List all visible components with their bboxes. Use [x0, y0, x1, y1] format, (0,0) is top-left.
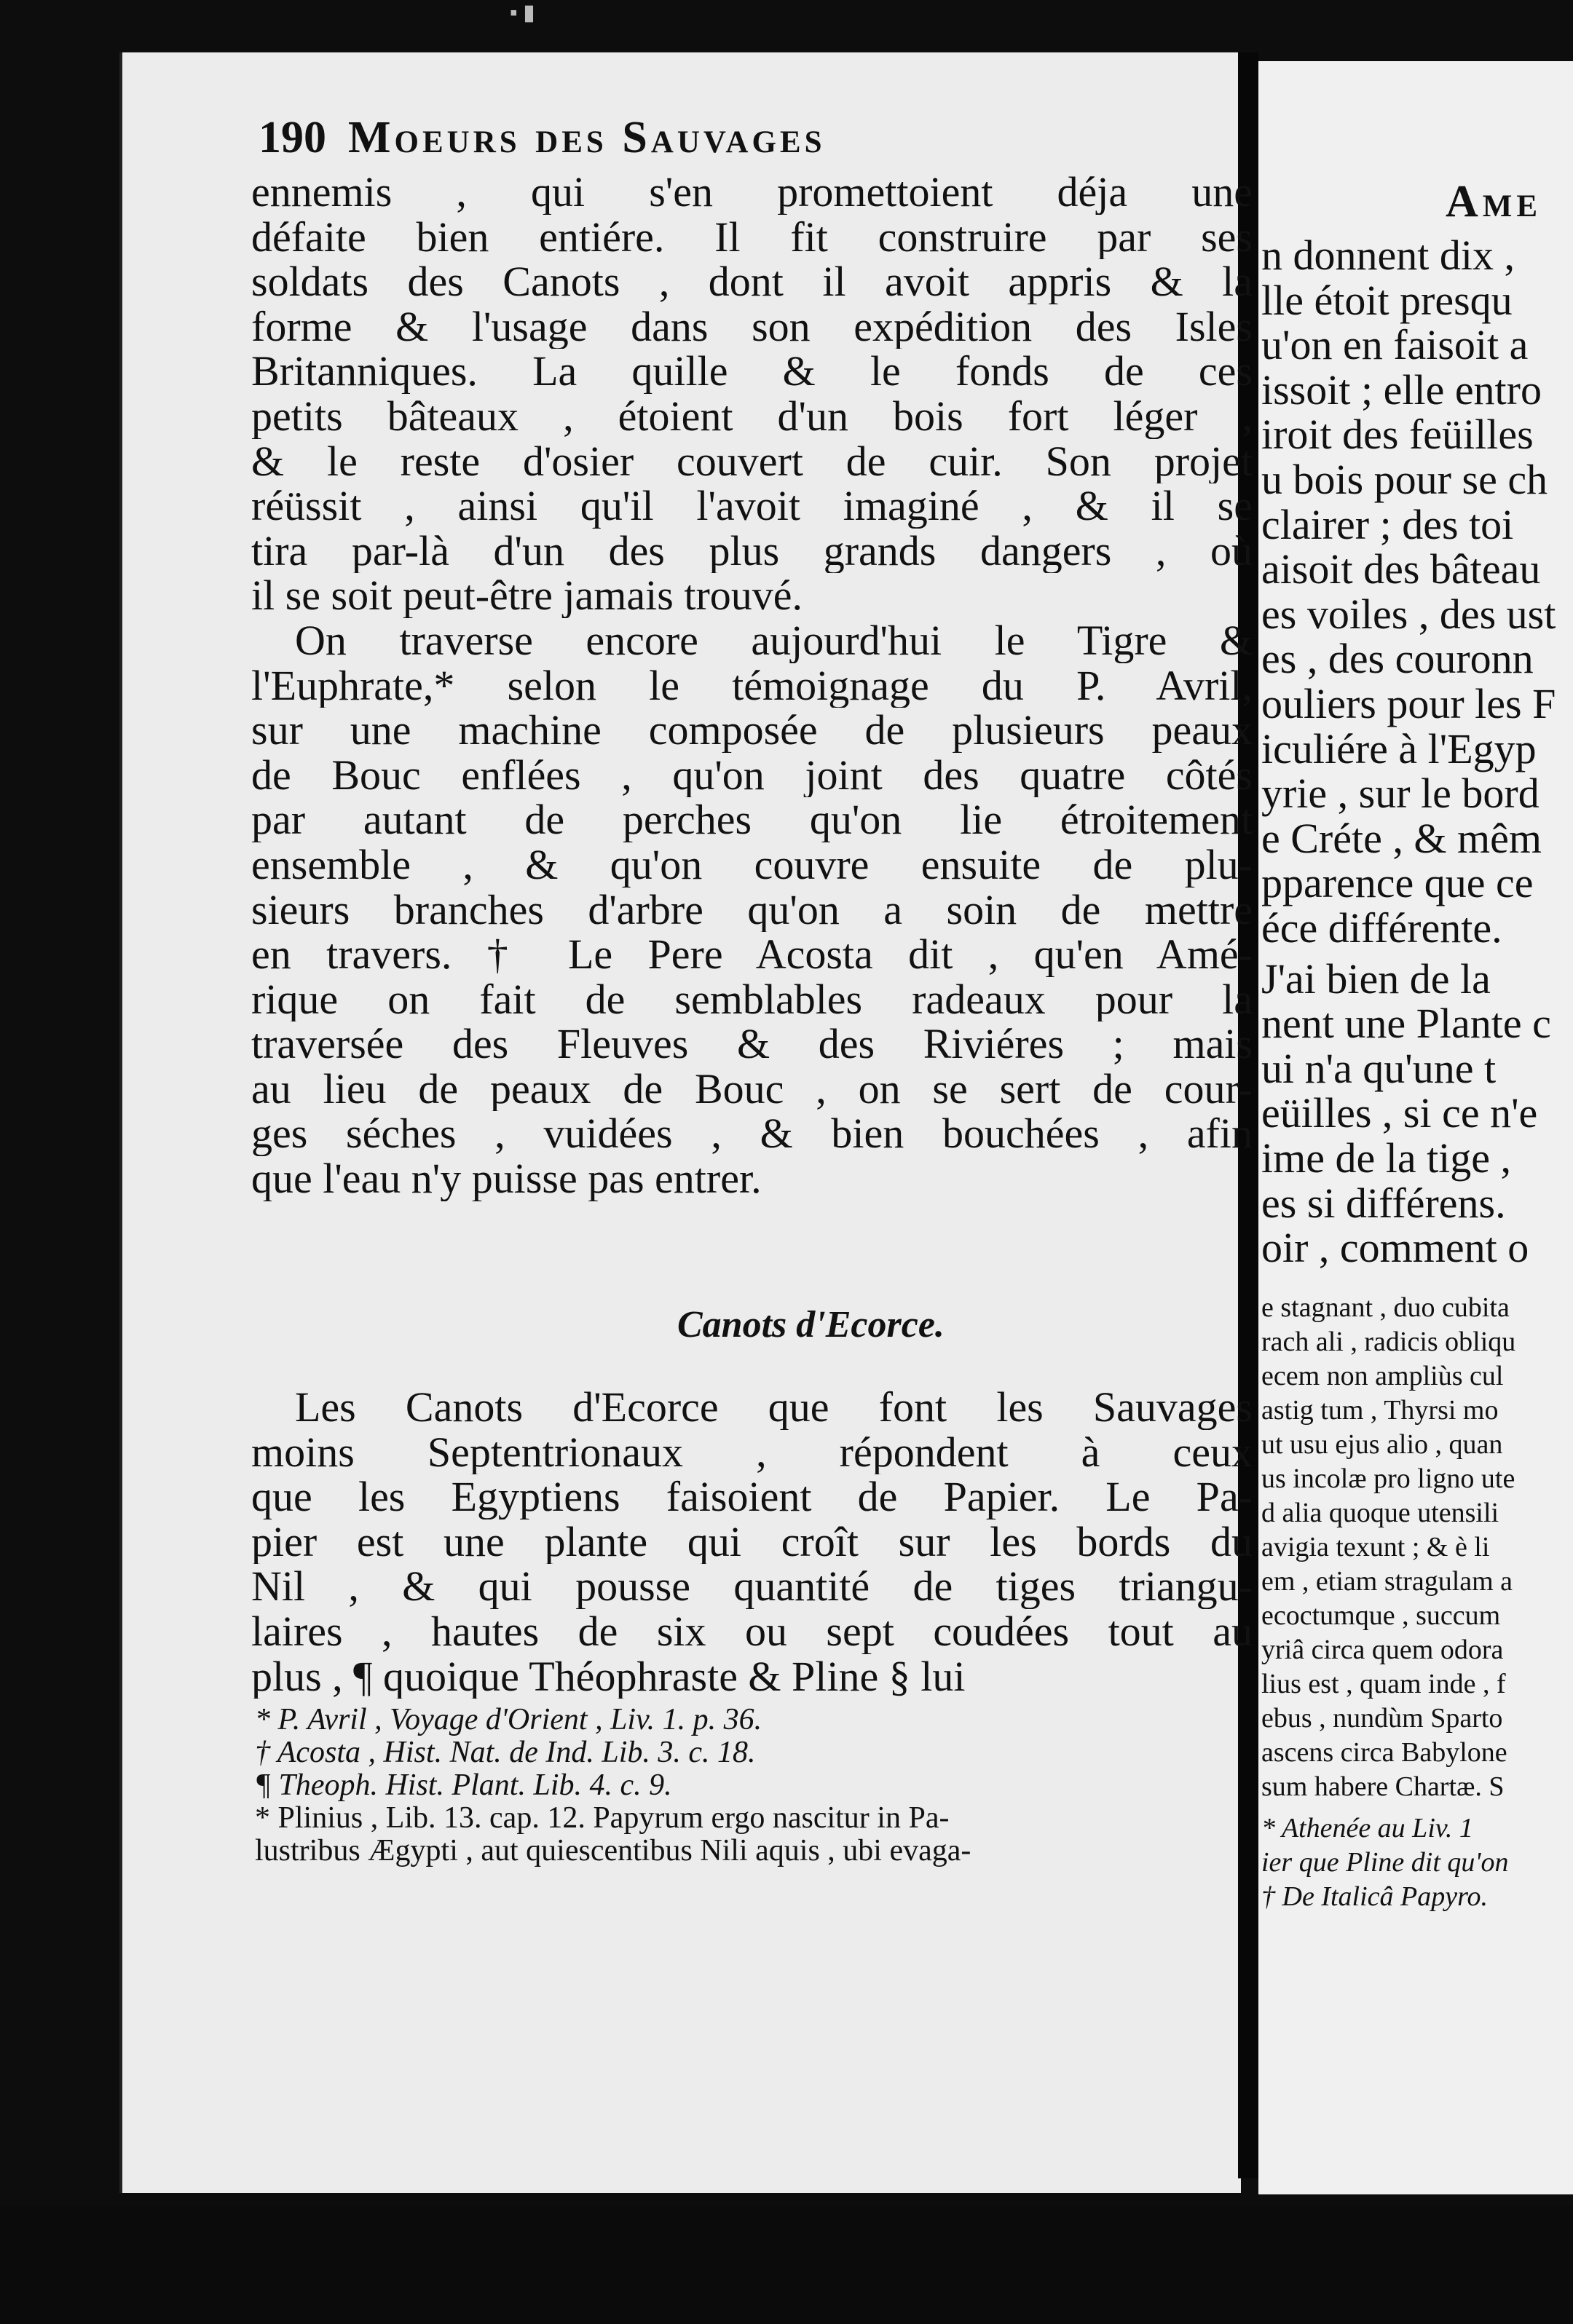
scan-marks: ▪ ▮: [510, 1, 535, 25]
text-line: plus , ¶ quoique Théophraste & Pline § lui: [251, 1653, 966, 1699]
text-line: Les Canots d'Ecorce que font les Sauvages: [295, 1385, 1253, 1430]
right-text-line: u'on en faisoit a: [1261, 321, 1529, 369]
footnote-line: lustribus Ægypti , aut quiescentibus Nili aquis , ubi evaga-: [255, 1835, 971, 1868]
left-page-header: [259, 112, 1249, 164]
text-line: ennemis , qui s'en promettoient déja une: [251, 170, 1253, 215]
right-text-line: issoit ; elle entro: [1261, 365, 1542, 414]
paragraph-1: [251, 170, 1253, 618]
right-text-line: yrie , sur le bord: [1261, 770, 1540, 818]
footnotes: [255, 1704, 1253, 1868]
right-text-line: clairer ; des toi: [1261, 500, 1514, 548]
text-line: Nil , & qui pousse quantité de tiges triangu-: [251, 1564, 1253, 1609]
right-footnote-line: ascens circa Babylone: [1261, 1737, 1507, 1768]
right-footnote-line: d alia quoque utensili: [1261, 1498, 1499, 1528]
right-text-line: es , des couronn: [1261, 635, 1534, 683]
paragraph-block-1: [251, 170, 1253, 1201]
right-footnote-line: ecem non ampliùs cul: [1261, 1361, 1504, 1391]
right-footnote-line: us incolæ pro ligno ute: [1261, 1463, 1515, 1494]
page-number: 190: [259, 113, 326, 162]
right-footnote-line: ebus , nundùm Sparto: [1261, 1703, 1503, 1734]
right-footnote-line: sum habere Chartæ. S: [1261, 1771, 1505, 1802]
right-footnote-line: yriâ circa quem odora: [1261, 1635, 1504, 1665]
text-line: moins Septentrionaux , répondent à ceux: [251, 1429, 1253, 1475]
text-line: petits bâteaux , étoient d'un bois fort léger ,: [251, 393, 1253, 439]
right-footnote-line: * Athenée au Liv. 1: [1261, 1813, 1473, 1843]
text-line: ensemble , & qu'on couvre ensuite de plu-: [251, 842, 1253, 888]
scan-border: [0, 2206, 1573, 2324]
footnote-line: * Plinius , Lib. 13. cap. 12. Papyrum ergo nascitur in Pa-: [255, 1802, 950, 1835]
right-text-line: J'ai bien de la: [1261, 954, 1491, 1003]
right-text-line: pparence que ce: [1261, 859, 1534, 907]
right-footnote-line: astig tum , Thyrsi mo: [1261, 1395, 1499, 1426]
right-footnote-line: em , etiam stragulam a: [1261, 1566, 1513, 1597]
text-line: au lieu de peaux de Bouc , on se sert de cour-: [251, 1066, 1253, 1112]
section-title: Canots d'Ecorce.: [677, 1304, 945, 1345]
text-line: réüssit , ainsi qu'il l'avoit imaginé , & il se: [251, 483, 1253, 529]
right-text-line: iculiére à l'Egyp: [1261, 724, 1537, 772]
paragraph-2: [251, 618, 1253, 1201]
right-text-line: iroit des feüilles: [1261, 411, 1534, 459]
text-line: ges séches , vuidées , & bien bouchées , afin: [251, 1111, 1253, 1157]
text-line: rique on fait de semblables radeaux pour la: [251, 976, 1253, 1022]
right-page: [1258, 61, 1573, 2194]
text-line: traversée des Fleuves & des Riviéres ; mais: [251, 1021, 1253, 1067]
text-line: de Bouc enflées , qu'on joint des quatre côtés: [251, 752, 1253, 798]
text-line: l'Euphrate,* selon le témoignage du P. Avril,: [251, 663, 1253, 708]
text-line: forme & l'usage dans son expédition des Isles: [251, 304, 1253, 349]
text-line: Britanniques. La quille & le fonds de ces: [251, 349, 1253, 394]
right-footnote-line: † De Italicâ Papyro.: [1261, 1881, 1488, 1912]
right-text-line: éce différente.: [1261, 904, 1502, 952]
text-line: sieurs branches d'arbre qu'on a soin de mettre: [251, 887, 1253, 933]
text-line: il se soit peut-être jamais trouvé.: [251, 573, 803, 618]
paragraph-block-2: [251, 1385, 1253, 1699]
running-head: Moeurs des Sauvages: [348, 113, 826, 162]
right-footnote-line: rach ali , radicis obliqu: [1261, 1327, 1516, 1357]
right-text-line: nent une Plante c: [1261, 1000, 1551, 1048]
footnote-line: * P. Avril , Voyage d'Orient , Liv. 1. p. 36.: [255, 1704, 762, 1736]
right-text-line: oir , comment o: [1261, 1224, 1529, 1272]
right-footnote-line: e stagnant , duo cubita: [1261, 1292, 1510, 1323]
right-text-line: u bois pour se ch: [1261, 456, 1548, 503]
text-line: pier est une plante qui croît sur les bords du: [251, 1519, 1253, 1565]
right-text-line: ui n'a qu'une t: [1261, 1044, 1497, 1092]
right-text-line: es voiles , des ust: [1261, 590, 1556, 638]
right-text-line: eüilles , si ce n'e: [1261, 1089, 1538, 1137]
footnote-line: ¶ Theoph. Hist. Plant. Lib. 4. c. 9.: [255, 1769, 672, 1802]
text-line: laires , hautes de six ou sept coudées tout au: [251, 1608, 1253, 1654]
right-footnote-line: lius est , quam inde , f: [1261, 1669, 1506, 1699]
right-text-line: ouliers pour les F: [1261, 680, 1556, 727]
right-text-line: e Créte , & mêm: [1261, 814, 1542, 862]
text-line: que les Egyptiens faisoient de Papier. Le Pa-: [251, 1474, 1253, 1519]
right-text-line: ime de la tige ,: [1261, 1134, 1512, 1182]
paragraph-3: [251, 1385, 1253, 1699]
text-line: défaite bien entiére. Il fit construire par ses: [251, 214, 1253, 260]
right-text-line: es si différens.: [1261, 1179, 1506, 1227]
right-footnote-line: avigia texunt ; & è li: [1261, 1532, 1490, 1562]
text-line: que l'eau n'y puisse pas entrer.: [251, 1156, 762, 1201]
right-footnote-line: ecoctumque , succum: [1261, 1600, 1501, 1631]
text-line: sur une machine composée de plusieurs peaux: [251, 708, 1253, 753]
text-line: & le reste d'osier couvert de cuir. Son projet: [251, 438, 1253, 484]
text-line: soldats des Canots , dont il avoit appris & la: [251, 259, 1253, 304]
text-line: tira par-là d'un des plus grands dangers , où: [251, 528, 1253, 574]
right-text-line: n donnent dix ,: [1261, 232, 1515, 279]
right-footnote-line: ut usu ejus alio , quan: [1261, 1429, 1503, 1460]
right-running-head: Ame: [1446, 177, 1542, 226]
text-line: par autant de perches qu'on lie étroitement: [251, 797, 1253, 842]
right-text-line: aisoit des bâteau: [1261, 545, 1541, 593]
right-text-line: lle étoit presqu: [1261, 276, 1513, 324]
text-line: On traverse encore aujourd'hui le Tigre &: [295, 617, 1253, 663]
footnote-line: † Acosta , Hist. Nat. de Ind. Lib. 3. c. 18.: [255, 1736, 756, 1769]
text-line: en travers. † Le Pere Acosta dit , qu'en Amé-: [251, 932, 1253, 977]
right-footnote-line: ier que Pline dit qu'on: [1261, 1847, 1509, 1878]
